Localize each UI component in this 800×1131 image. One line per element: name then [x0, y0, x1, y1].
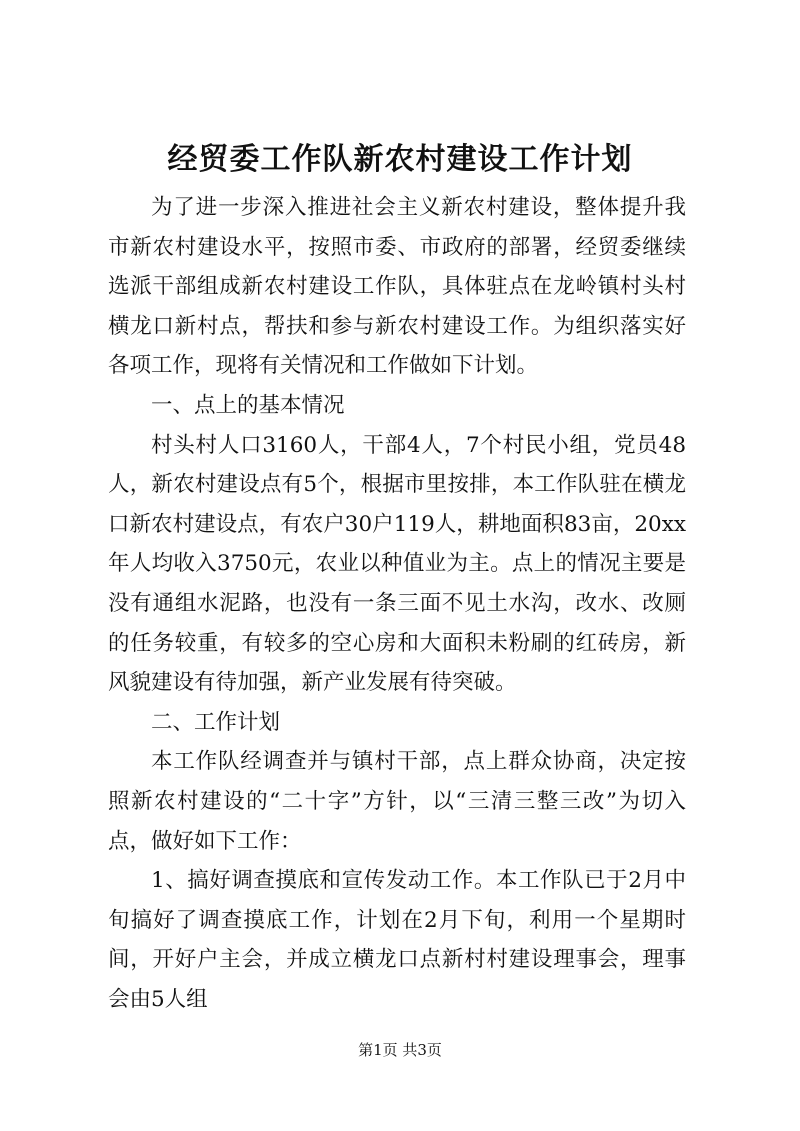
page-number-footer: 第1页 共3页 — [358, 1041, 442, 1059]
paragraph-work-plan: 本工作队经调查并与镇村干部，点上群众协商，决定按照新农村建设的“二十字”方针，以“三清三整三改”为切入点，做好如下工作： — [108, 749, 686, 854]
paragraph-intro: 为了进一步深入推进社会主义新农村建设，整体提升我市新农村建设水平，按照市委、市政府的部署，经贸委继续选派干部组成新农村建设工作队，具体驻点在龙岭镇村头村横龙口新村点，帮扶和参与新农村建设工作。为组织落实好各项工作，现将有关情况和工作做如下计划。 — [108, 195, 686, 379]
section-heading-basic-situation: 一、点上的基本情况 — [151, 392, 345, 418]
document-body — [108, 188, 686, 1019]
section-heading-work-plan: 二、工作计划 — [151, 709, 281, 735]
paragraph-basic-situation: 村头村人口3160人，干部4人，7个村民小组，党员48人，新农村建设点有5个，根据市里按排，本工作队驻在横龙口新农村建设点，有农户30户119人，耕地面积83亩，20xx年人均收入3750元，农业以种值业为主。点上的情况主要是没有通组水泥路，也没有一条三面不见土水沟，改水、改厕的任务较重，有较多的空心房和大面积未粉刷的红砖房，新风貌建设有待加强，新产业发展有待突破。 — [108, 432, 686, 696]
document-title: 经贸委工作队新农村建设工作计划 — [167, 142, 633, 177]
paragraph-item-1: 1、搞好调查摸底和宣传发动工作。本工作队已于2月中旬搞好了调查摸底工作，计划在2月下旬，利用一个星期时间，开好户主会，并成立横龙口点新村村建设理事会，理事会由5人组 — [108, 868, 686, 1012]
